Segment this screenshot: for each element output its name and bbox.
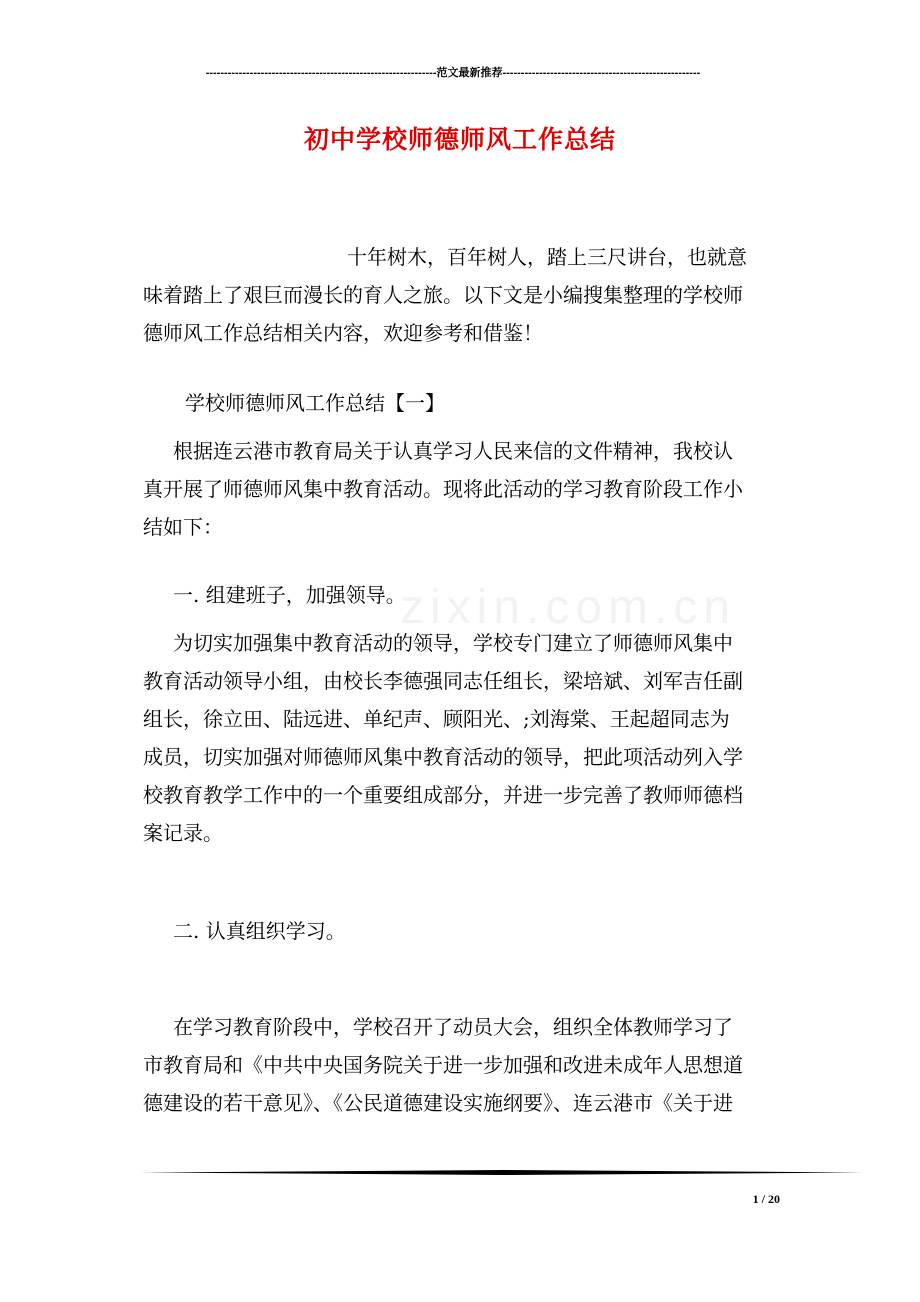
footer-rule xyxy=(140,1170,864,1175)
item-heading-2 xyxy=(143,912,783,950)
text-line: 二. 认真组织学习。 xyxy=(173,919,346,943)
text-line: 在学习教育阶段中，学校召开了动员大会，组织全体教师学习了 xyxy=(173,1015,733,1039)
text-line: 德建设的若干意见》、《公民道德建设实施纲要》、连云港市《关于进 xyxy=(143,1091,733,1115)
section-heading-1 xyxy=(143,384,783,422)
text-line: 德师风工作总结相关内容，欢迎参考和借鉴！ xyxy=(143,321,543,345)
text-line: 结如下： xyxy=(143,515,223,539)
paragraph-study xyxy=(143,1008,783,1122)
text-line: 教育活动领导小组，由校长李德强同志任组长，梁培斌、刘军吉任副 xyxy=(143,669,743,693)
page-number: 1 / 20 xyxy=(752,1192,780,1206)
intro-paragraph xyxy=(143,238,783,352)
watermark: zixin.com.cn xyxy=(400,581,737,634)
paragraph-basis xyxy=(143,432,783,546)
document-title: 初中学校师德师风工作总结 xyxy=(303,125,616,154)
paragraph-leadership xyxy=(143,624,783,852)
text-line: 根据连云港市教育局关于认真学习人民来信的文件精神，我校认 xyxy=(173,439,733,463)
text-line: 成员，切实加强对师德师风集中教育活动的领导，把此项活动列入学 xyxy=(143,745,743,769)
text-line: 味着踏上了艰巨而漫长的育人之旅。以下文是小编搜集整理的学校师 xyxy=(143,283,743,307)
text-line: 市教育局和《中共中央国务院关于进一步加强和改进未成年人思想道 xyxy=(143,1053,743,1077)
text-line: 为切实加强集中教育活动的领导，学校专门建立了师德师风集中 xyxy=(173,631,733,655)
item-heading-1 xyxy=(143,576,783,614)
text-line: 校教育教学工作中的一个重要组成部分，并进一步完善了教师师德档 xyxy=(143,783,743,807)
text-line: 学校师德师风工作总结【一】 xyxy=(185,391,445,415)
text-line: 组长，徐立田、陆远进、单纪声、顾阳光、;刘海棠、王起超同志为 xyxy=(143,707,730,731)
text-line: 案记录。 xyxy=(143,821,223,845)
header-banner: ---------------------------------------------------------------范文最新推荐------------------------------------------------------ xyxy=(205,67,701,79)
text-line: 真开展了师德师风集中教育活动。现将此活动的学习教育阶段工作小 xyxy=(143,477,743,501)
text-line: 十年树木，百年树人，踏上三尺讲台，也就意 xyxy=(347,245,747,269)
text-line: 一. 组建班子，加强领导。 xyxy=(173,583,406,607)
